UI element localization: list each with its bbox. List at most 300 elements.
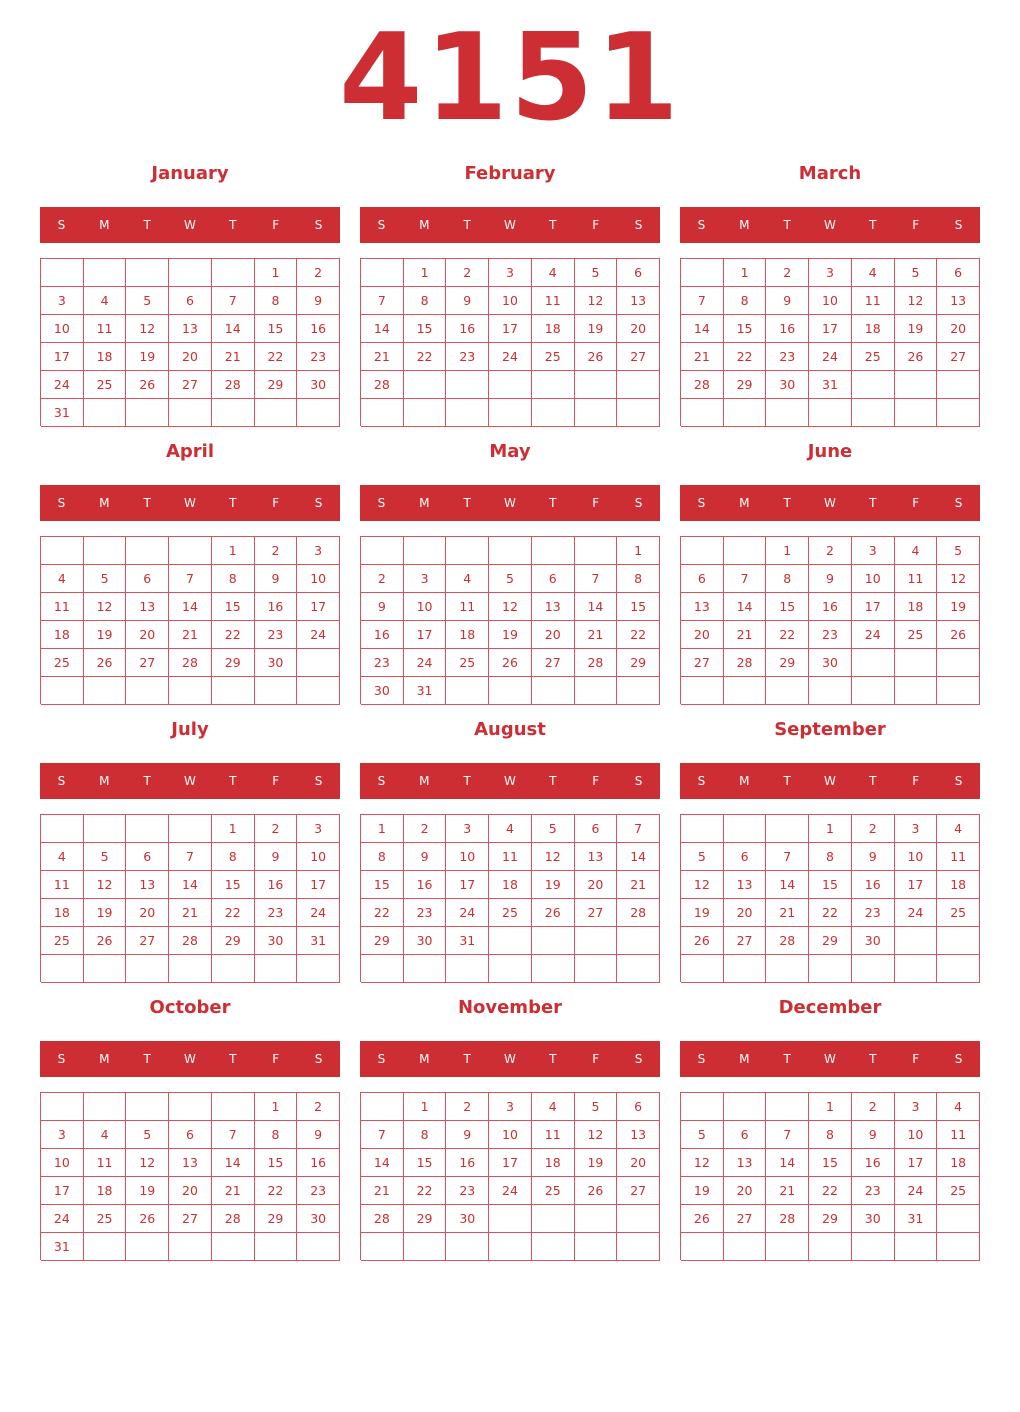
empty-cell — [724, 815, 767, 843]
day-cell: 28 — [617, 899, 660, 927]
empty-cell — [681, 1093, 724, 1121]
day-cell: 26 — [84, 649, 127, 677]
day-cell: 7 — [766, 1121, 809, 1149]
day-cell: 18 — [852, 315, 895, 343]
day-cell: 1 — [404, 259, 447, 287]
empty-cell — [489, 371, 532, 399]
day-cell: 18 — [532, 315, 575, 343]
day-cell: 24 — [895, 1177, 938, 1205]
day-cell: 30 — [361, 677, 404, 705]
day-cell: 13 — [532, 593, 575, 621]
empty-cell — [169, 815, 212, 843]
day-cell: 7 — [361, 287, 404, 315]
day-cell: 29 — [255, 371, 298, 399]
day-cell: 10 — [297, 843, 340, 871]
day-cell: 4 — [84, 1121, 127, 1149]
day-cell: 17 — [41, 343, 84, 371]
day-cell: 28 — [766, 927, 809, 955]
day-cell: 20 — [681, 621, 724, 649]
day-cell: 14 — [575, 593, 618, 621]
year-title: 4151 — [339, 9, 681, 148]
empty-cell — [361, 399, 404, 427]
day-cell: 8 — [617, 565, 660, 593]
day-cell: 20 — [575, 871, 618, 899]
day-cell: 19 — [126, 343, 169, 371]
empty-cell — [895, 649, 938, 677]
day-cell: 29 — [766, 649, 809, 677]
day-cell: 5 — [575, 1093, 618, 1121]
empty-cell — [766, 955, 809, 983]
day-cell: 18 — [84, 343, 127, 371]
day-cell: 29 — [255, 1205, 298, 1233]
day-cell: 19 — [489, 621, 532, 649]
day-cell: 18 — [84, 1177, 127, 1205]
day-cell: 25 — [41, 649, 84, 677]
empty-cell — [937, 927, 980, 955]
weekday-header — [360, 1041, 660, 1077]
day-cell: 18 — [489, 871, 532, 899]
empty-cell — [895, 399, 938, 427]
day-cell: 17 — [297, 593, 340, 621]
empty-cell — [446, 399, 489, 427]
day-cell: 24 — [809, 343, 852, 371]
weekday-header — [680, 1041, 980, 1077]
empty-cell — [617, 955, 660, 983]
day-cell: 12 — [84, 871, 127, 899]
day-cell: 5 — [84, 565, 127, 593]
empty-cell — [532, 399, 575, 427]
day-cell: 28 — [212, 1205, 255, 1233]
day-cell: 15 — [404, 315, 447, 343]
weekday-label: T — [549, 218, 557, 232]
day-cell: 20 — [532, 621, 575, 649]
weekday-label: S — [57, 496, 66, 510]
day-cell: 3 — [852, 537, 895, 565]
day-cell: 23 — [809, 621, 852, 649]
day-cell: 14 — [212, 1149, 255, 1177]
empty-cell — [575, 927, 618, 955]
empty-cell — [852, 955, 895, 983]
empty-cell — [126, 1093, 169, 1121]
weekday-header — [40, 763, 340, 799]
day-cell: 30 — [852, 927, 895, 955]
weekday-label: M — [419, 218, 430, 232]
day-cell: 23 — [297, 1177, 340, 1205]
day-cell: 19 — [126, 1177, 169, 1205]
weekday-label: W — [824, 1052, 836, 1066]
day-cell: 23 — [297, 343, 340, 371]
day-cell: 9 — [446, 287, 489, 315]
day-cell: 11 — [84, 1149, 127, 1177]
day-cell: 2 — [852, 815, 895, 843]
day-cell: 23 — [446, 1177, 489, 1205]
empty-cell — [404, 399, 447, 427]
weekday-label: S — [57, 1052, 66, 1066]
weekday-header — [680, 207, 980, 243]
day-cell: 19 — [895, 315, 938, 343]
empty-cell — [404, 537, 447, 565]
weekday-header — [680, 485, 980, 521]
day-cell: 30 — [809, 649, 852, 677]
empty-cell — [84, 815, 127, 843]
weekday-label: T — [869, 218, 877, 232]
day-cell: 29 — [724, 371, 767, 399]
weekday-label: T — [229, 774, 237, 788]
day-cell: 16 — [255, 593, 298, 621]
day-cell: 3 — [446, 815, 489, 843]
day-cell: 6 — [617, 259, 660, 287]
empty-cell — [937, 677, 980, 705]
day-grid — [40, 1092, 340, 1260]
day-cell: 15 — [255, 315, 298, 343]
weekday-label: S — [954, 774, 963, 788]
empty-cell — [724, 677, 767, 705]
weekday-label: F — [592, 496, 600, 510]
day-cell: 29 — [809, 1205, 852, 1233]
day-cell: 2 — [766, 259, 809, 287]
day-cell: 29 — [212, 649, 255, 677]
empty-cell — [212, 955, 255, 983]
day-cell: 14 — [361, 1149, 404, 1177]
day-cell: 30 — [297, 371, 340, 399]
weekday-label: W — [184, 496, 196, 510]
empty-cell — [532, 1205, 575, 1233]
day-cell: 1 — [809, 815, 852, 843]
day-cell: 22 — [809, 899, 852, 927]
day-cell: 18 — [532, 1149, 575, 1177]
day-cell: 23 — [766, 343, 809, 371]
day-cell: 30 — [255, 927, 298, 955]
day-cell: 28 — [681, 371, 724, 399]
empty-cell — [84, 259, 127, 287]
day-grid — [680, 814, 980, 982]
day-cell: 24 — [895, 899, 938, 927]
empty-cell — [41, 537, 84, 565]
day-cell: 25 — [852, 343, 895, 371]
day-cell: 12 — [575, 287, 618, 315]
day-cell: 27 — [126, 927, 169, 955]
day-cell: 12 — [895, 287, 938, 315]
day-cell: 1 — [724, 259, 767, 287]
day-cell: 8 — [255, 287, 298, 315]
weekday-label: T — [549, 774, 557, 788]
empty-cell — [126, 815, 169, 843]
empty-cell — [489, 677, 532, 705]
weekday-label: M — [739, 218, 750, 232]
day-cell: 27 — [169, 1205, 212, 1233]
empty-cell — [404, 1233, 447, 1261]
day-cell: 13 — [724, 1149, 767, 1177]
empty-cell — [361, 955, 404, 983]
empty-cell — [937, 1205, 980, 1233]
day-cell: 10 — [41, 315, 84, 343]
weekday-label: W — [824, 218, 836, 232]
day-cell: 15 — [766, 593, 809, 621]
day-cell: 15 — [212, 593, 255, 621]
day-cell: 25 — [532, 1177, 575, 1205]
day-cell: 17 — [809, 315, 852, 343]
empty-cell — [617, 399, 660, 427]
day-cell: 8 — [212, 565, 255, 593]
day-cell: 22 — [404, 343, 447, 371]
day-cell: 29 — [404, 1205, 447, 1233]
empty-cell — [895, 677, 938, 705]
day-cell: 31 — [297, 927, 340, 955]
month-name: July — [171, 719, 209, 740]
day-cell: 19 — [84, 621, 127, 649]
empty-cell — [766, 815, 809, 843]
day-cell: 10 — [895, 843, 938, 871]
weekday-label: T — [783, 774, 791, 788]
day-cell: 29 — [617, 649, 660, 677]
day-cell: 13 — [575, 843, 618, 871]
empty-cell — [681, 399, 724, 427]
day-cell: 8 — [361, 843, 404, 871]
day-cell: 26 — [681, 927, 724, 955]
weekday-header — [40, 1041, 340, 1077]
day-cell: 26 — [84, 927, 127, 955]
day-cell: 21 — [681, 343, 724, 371]
weekday-label: F — [912, 1052, 920, 1066]
day-cell: 22 — [724, 343, 767, 371]
day-cell: 3 — [895, 1093, 938, 1121]
day-cell: 22 — [255, 343, 298, 371]
empty-cell — [532, 927, 575, 955]
day-cell: 29 — [212, 927, 255, 955]
empty-cell — [575, 537, 618, 565]
weekday-label: W — [504, 218, 516, 232]
weekday-label: M — [99, 218, 110, 232]
day-cell: 4 — [84, 287, 127, 315]
empty-cell — [41, 955, 84, 983]
day-cell: 8 — [809, 1121, 852, 1149]
day-cell: 12 — [126, 315, 169, 343]
day-cell: 27 — [681, 649, 724, 677]
day-cell: 14 — [212, 315, 255, 343]
day-cell: 11 — [41, 593, 84, 621]
day-cell: 25 — [489, 899, 532, 927]
empty-cell — [575, 371, 618, 399]
day-cell: 11 — [489, 843, 532, 871]
day-cell: 17 — [489, 1149, 532, 1177]
empty-cell — [852, 649, 895, 677]
day-grid — [680, 258, 980, 426]
empty-cell — [446, 677, 489, 705]
day-cell: 19 — [681, 1177, 724, 1205]
day-cell: 11 — [937, 843, 980, 871]
day-cell: 3 — [41, 287, 84, 315]
empty-cell — [937, 399, 980, 427]
day-cell: 12 — [937, 565, 980, 593]
day-cell: 17 — [297, 871, 340, 899]
empty-cell — [361, 1233, 404, 1261]
day-cell: 26 — [126, 371, 169, 399]
day-cell: 7 — [212, 1121, 255, 1149]
day-cell: 7 — [575, 565, 618, 593]
empty-cell — [41, 1093, 84, 1121]
day-cell: 10 — [297, 565, 340, 593]
month-name: November — [457, 997, 563, 1018]
day-cell: 28 — [212, 371, 255, 399]
empty-cell — [575, 1233, 618, 1261]
day-cell: 16 — [446, 315, 489, 343]
month-name: August — [474, 719, 546, 740]
day-cell: 10 — [489, 287, 532, 315]
day-cell: 13 — [126, 871, 169, 899]
empty-cell — [937, 649, 980, 677]
empty-cell — [617, 677, 660, 705]
weekday-label: F — [912, 774, 920, 788]
weekday-label: W — [184, 218, 196, 232]
weekday-label: T — [229, 1052, 237, 1066]
empty-cell — [446, 1233, 489, 1261]
empty-cell — [532, 1233, 575, 1261]
weekday-label: W — [504, 774, 516, 788]
empty-cell — [126, 955, 169, 983]
empty-cell — [169, 1093, 212, 1121]
weekday-label: T — [869, 774, 877, 788]
day-cell: 14 — [169, 593, 212, 621]
weekday-label: W — [824, 496, 836, 510]
day-cell: 8 — [255, 1121, 298, 1149]
day-cell: 15 — [809, 871, 852, 899]
day-cell: 13 — [724, 871, 767, 899]
weekday-label: W — [504, 496, 516, 510]
day-cell: 10 — [809, 287, 852, 315]
day-cell: 11 — [895, 565, 938, 593]
day-cell: 22 — [255, 1177, 298, 1205]
day-cell: 6 — [724, 1121, 767, 1149]
empty-cell — [126, 399, 169, 427]
day-cell: 17 — [446, 871, 489, 899]
empty-cell — [724, 1093, 767, 1121]
weekday-label: S — [954, 1052, 963, 1066]
weekday-label: S — [634, 218, 643, 232]
weekday-label: M — [419, 774, 430, 788]
day-cell: 16 — [297, 1149, 340, 1177]
day-cell: 9 — [297, 1121, 340, 1149]
day-cell: 8 — [404, 1121, 447, 1149]
day-cell: 1 — [617, 537, 660, 565]
empty-cell — [617, 371, 660, 399]
day-cell: 30 — [446, 1205, 489, 1233]
day-cell: 28 — [169, 927, 212, 955]
empty-cell — [766, 399, 809, 427]
empty-cell — [575, 955, 618, 983]
day-cell: 19 — [532, 871, 575, 899]
day-cell: 12 — [489, 593, 532, 621]
day-cell: 7 — [766, 843, 809, 871]
day-cell: 20 — [169, 1177, 212, 1205]
day-cell: 16 — [404, 871, 447, 899]
day-cell: 11 — [446, 593, 489, 621]
day-cell: 26 — [895, 343, 938, 371]
weekday-label: S — [314, 218, 323, 232]
day-cell: 20 — [724, 1177, 767, 1205]
day-cell: 7 — [681, 287, 724, 315]
day-cell: 7 — [169, 565, 212, 593]
empty-cell — [681, 677, 724, 705]
empty-cell — [809, 399, 852, 427]
day-cell: 18 — [446, 621, 489, 649]
day-cell: 14 — [766, 871, 809, 899]
empty-cell — [895, 927, 938, 955]
day-cell: 30 — [404, 927, 447, 955]
day-cell: 31 — [446, 927, 489, 955]
empty-cell — [895, 371, 938, 399]
day-grid — [680, 1092, 980, 1260]
day-cell: 27 — [617, 1177, 660, 1205]
day-cell: 11 — [84, 315, 127, 343]
empty-cell — [809, 677, 852, 705]
day-cell: 7 — [169, 843, 212, 871]
day-cell: 20 — [617, 1149, 660, 1177]
day-cell: 21 — [575, 621, 618, 649]
day-cell: 24 — [404, 649, 447, 677]
weekday-label: W — [824, 774, 836, 788]
day-cell: 3 — [297, 815, 340, 843]
day-cell: 5 — [126, 1121, 169, 1149]
day-cell: 31 — [404, 677, 447, 705]
day-cell: 26 — [681, 1205, 724, 1233]
day-cell: 20 — [617, 315, 660, 343]
day-cell: 15 — [724, 315, 767, 343]
empty-cell — [169, 955, 212, 983]
empty-cell — [361, 259, 404, 287]
day-cell: 2 — [361, 565, 404, 593]
day-cell: 18 — [937, 871, 980, 899]
day-cell: 27 — [532, 649, 575, 677]
day-cell: 3 — [489, 259, 532, 287]
day-cell: 16 — [297, 315, 340, 343]
weekday-label: T — [783, 218, 791, 232]
day-cell: 23 — [446, 343, 489, 371]
empty-cell — [84, 1093, 127, 1121]
weekday-label: M — [99, 496, 110, 510]
day-cell: 8 — [766, 565, 809, 593]
day-cell: 10 — [41, 1149, 84, 1177]
day-cell: 21 — [361, 1177, 404, 1205]
day-cell: 17 — [41, 1177, 84, 1205]
empty-cell — [532, 677, 575, 705]
day-cell: 10 — [489, 1121, 532, 1149]
day-cell: 10 — [404, 593, 447, 621]
day-grid — [40, 814, 340, 982]
day-cell: 16 — [446, 1149, 489, 1177]
day-cell: 4 — [532, 1093, 575, 1121]
day-cell: 7 — [212, 287, 255, 315]
weekday-label: M — [99, 1052, 110, 1066]
day-cell: 4 — [937, 815, 980, 843]
weekday-label: F — [272, 1052, 280, 1066]
day-cell: 3 — [489, 1093, 532, 1121]
day-cell: 24 — [297, 621, 340, 649]
empty-cell — [212, 399, 255, 427]
empty-cell — [212, 259, 255, 287]
day-cell: 28 — [361, 371, 404, 399]
weekday-label: S — [57, 218, 66, 232]
day-cell: 25 — [446, 649, 489, 677]
day-cell: 6 — [617, 1093, 660, 1121]
empty-cell — [809, 955, 852, 983]
day-cell: 26 — [489, 649, 532, 677]
day-cell: 7 — [617, 815, 660, 843]
weekday-label: T — [143, 496, 151, 510]
empty-cell — [84, 677, 127, 705]
day-cell: 16 — [361, 621, 404, 649]
empty-cell — [937, 955, 980, 983]
empty-cell — [852, 677, 895, 705]
